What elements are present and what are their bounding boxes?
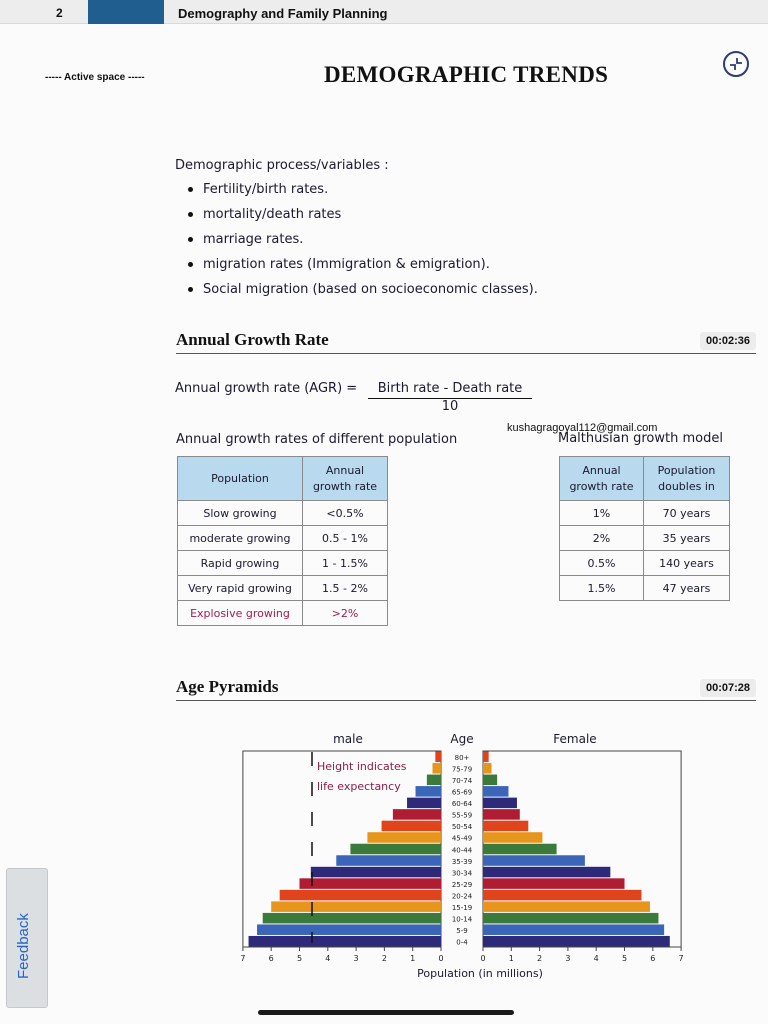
age-group-label: 50-54: [451, 823, 473, 832]
male-bar: [433, 763, 441, 774]
timestamp-badge[interactable]: 00:07:28: [700, 679, 756, 697]
home-indicator[interactable]: [258, 1010, 514, 1015]
table-cell: 35 years: [644, 526, 730, 551]
male-bar: [300, 878, 442, 889]
table-cell: moderate growing: [178, 526, 303, 551]
table-row: [560, 501, 730, 526]
x-tick-label: 0: [438, 954, 444, 963]
feedback-label: Feedback: [15, 913, 32, 979]
age-group-label: 45-49: [451, 834, 473, 843]
age-group-label: 5-9: [456, 926, 468, 935]
section-pyramids: [176, 676, 756, 701]
male-bar: [416, 786, 441, 797]
growth-table: [177, 456, 388, 626]
x-tick-label: 3: [353, 954, 359, 963]
table-row: [178, 576, 388, 601]
male-bar: [311, 867, 441, 878]
male-bar: [407, 798, 441, 809]
bullet-icon: [188, 287, 193, 292]
female-bar: [483, 867, 610, 878]
table-cell: >2%: [303, 601, 388, 626]
female-bar: [483, 763, 491, 774]
table-cell: 47 years: [644, 576, 730, 601]
x-tick-label: 5: [621, 954, 628, 963]
age-group-label: 60-64: [451, 800, 473, 809]
active-space-label: ----- Active space -----: [45, 72, 145, 83]
age-group-label: 10-14: [451, 915, 473, 924]
age-group-label: 15-19: [451, 903, 473, 912]
female-label: Female: [553, 732, 597, 746]
age-group-label: 35-39: [451, 857, 473, 866]
female-bar: [483, 821, 528, 832]
table-cell: 1 - 1.5%: [303, 551, 388, 576]
timestamp-badge[interactable]: 00:02:36: [700, 332, 756, 350]
table-header-cell: Annual growth rate: [303, 457, 388, 501]
table-header-row: [178, 457, 388, 501]
male-bar: [382, 821, 441, 832]
female-bar: [483, 752, 489, 763]
male-bar: [350, 844, 441, 855]
x-axis-label: Population (in millions): [417, 967, 543, 980]
bullet-icon: [188, 262, 193, 267]
male-bar: [263, 913, 441, 924]
table-row: [178, 551, 388, 576]
female-bar: [483, 913, 658, 924]
x-tick-label: 7: [678, 954, 684, 963]
age-pyramid-chart: [240, 725, 700, 985]
x-tick-label: 4: [593, 954, 599, 963]
male-bar: [393, 809, 441, 820]
table-row: [560, 551, 730, 576]
table-row: [178, 601, 388, 626]
chapter-title: Demography and Family Planning: [178, 6, 388, 21]
male-bar: [336, 855, 441, 866]
table-row: [560, 526, 730, 551]
x-tick-label: 6: [268, 954, 274, 963]
table-row: [560, 576, 730, 601]
age-pyramid-svg: [240, 725, 700, 985]
list-item: mortality/death rates: [188, 205, 538, 230]
table-cell: 140 years: [644, 551, 730, 576]
male-bar: [257, 924, 441, 935]
male-bar: [271, 901, 441, 912]
male-bar: [427, 775, 441, 786]
bullet-icon: [188, 187, 193, 192]
x-tick-label: 1: [410, 954, 416, 963]
female-bar: [483, 855, 585, 866]
age-group-label: 40-44: [451, 846, 473, 855]
header-accent-block: [88, 0, 164, 24]
table-cell: <0.5%: [303, 501, 388, 526]
page-title: DEMOGRAPHIC TRENDS: [324, 62, 609, 87]
formula-denominator: 10: [441, 399, 459, 414]
x-tick-label: 1: [508, 954, 514, 963]
process-list: [188, 180, 538, 305]
x-tick-label: 0: [480, 954, 486, 963]
female-bar: [483, 786, 508, 797]
feedback-button[interactable]: [6, 868, 48, 1008]
malthus-table: [559, 456, 730, 601]
expand-button[interactable]: [723, 51, 749, 77]
table-cell: 0.5%: [560, 551, 644, 576]
male-bar: [280, 890, 441, 901]
page-number: 2: [56, 6, 63, 20]
female-bar: [483, 878, 625, 889]
age-group-label: 55-59: [451, 811, 473, 820]
table-row: [178, 501, 388, 526]
x-tick-label: 2: [381, 954, 387, 963]
table-cell: 0.5 - 1%: [303, 526, 388, 551]
table-header-cell: Population: [178, 457, 303, 501]
age-group-label: 30-34: [451, 869, 473, 878]
table-cell: Very rapid growing: [178, 576, 303, 601]
x-tick-label: 7: [240, 954, 246, 963]
list-item: Fertility/birth rates.: [188, 180, 538, 205]
table-header-cell: Population doubles in: [644, 457, 730, 501]
table-header-cell: Annual growth rate: [560, 457, 644, 501]
table-cell: 1.5 - 2%: [303, 576, 388, 601]
female-bar: [483, 890, 641, 901]
section-growth: [176, 329, 756, 354]
age-group-label: 65-69: [451, 788, 473, 797]
x-tick-label: 2: [537, 954, 543, 963]
formula-lhs: Annual growth rate (AGR) =: [175, 381, 358, 396]
table-cell: Slow growing: [178, 501, 303, 526]
annotation-text: life expectancy: [317, 780, 401, 793]
table-cell: 70 years: [644, 501, 730, 526]
male-bar: [435, 752, 441, 763]
bullet-icon: [188, 237, 193, 242]
age-group-label: 75-79: [451, 765, 473, 774]
table-header-row: [560, 457, 730, 501]
table-cell: Rapid growing: [178, 551, 303, 576]
male-label: male: [333, 732, 363, 746]
age-label: Age: [450, 732, 474, 746]
age-group-label: 80+: [454, 754, 470, 763]
header-bar: [0, 0, 768, 24]
section-title: Annual Growth Rate: [176, 330, 329, 349]
table-cell: Explosive growing: [178, 601, 303, 626]
x-tick-label: 6: [650, 954, 656, 963]
female-bar: [483, 936, 670, 947]
annotation-text: Height indicates: [317, 760, 407, 773]
process-heading: Demographic process/variables :: [175, 158, 389, 173]
female-bar: [483, 924, 664, 935]
expand-icon: [729, 57, 743, 71]
male-bar: [367, 832, 441, 843]
age-group-label: 0-4: [456, 938, 468, 947]
age-group-label: 20-24: [451, 892, 473, 901]
list-item: Social migration (based on socioeconomic classes).: [188, 280, 538, 305]
bullet-icon: [188, 212, 193, 217]
formula-numerator: Birth rate - Death rate: [368, 381, 532, 399]
female-bar: [483, 775, 497, 786]
list-item: migration rates (Immigration & emigration).: [188, 255, 538, 280]
female-bar: [483, 832, 542, 843]
table-row: [178, 526, 388, 551]
growth-table-caption: Annual growth rates of different population: [176, 432, 458, 447]
watermark-email: kushagragoyal112@gmail.com: [507, 422, 658, 434]
table-cell: 2%: [560, 526, 644, 551]
female-bar: [483, 798, 517, 809]
female-bar: [483, 901, 650, 912]
section-title: Age Pyramids: [176, 677, 279, 696]
table-cell: 1.5%: [560, 576, 644, 601]
x-tick-label: 3: [565, 954, 571, 963]
list-item: marriage rates.: [188, 230, 538, 255]
x-tick-label: 4: [325, 954, 331, 963]
age-group-label: 70-74: [451, 777, 473, 786]
female-bar: [483, 809, 520, 820]
age-group-label: 25-29: [451, 880, 473, 889]
x-tick-label: 5: [296, 954, 303, 963]
table-cell: 1%: [560, 501, 644, 526]
malthus-table-caption: Malthusian growth model: [558, 431, 723, 446]
formula-fraction: [368, 381, 532, 414]
male-bar: [249, 936, 441, 947]
female-bar: [483, 844, 557, 855]
